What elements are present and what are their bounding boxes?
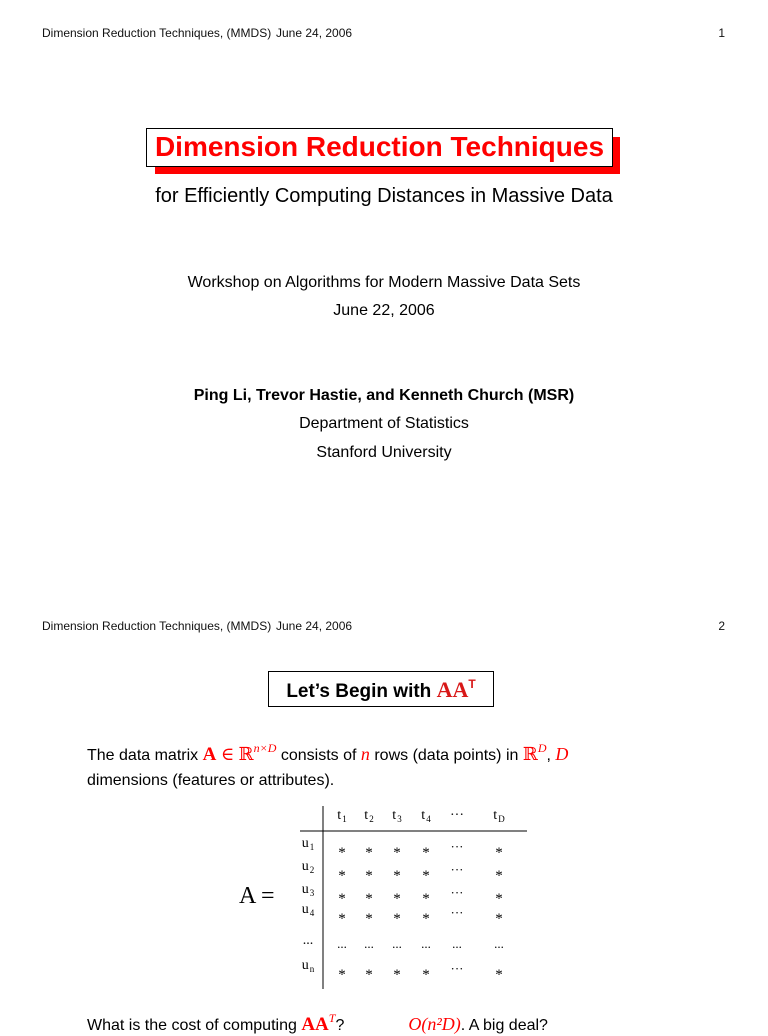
slide-title-sup: T [468,677,476,691]
matrix-cell: ··· [450,905,464,920]
matrix-col-header: $t_4$ [421,808,431,824]
math-n: n [360,744,370,764]
header-date: June 24, 2006 [276,26,353,40]
slide-title-math: AA [436,677,469,702]
matrix-row-label: $u_1$ [301,836,315,852]
university: Stanford University [316,444,452,461]
math-R: ℝ [238,744,254,765]
matrix-lhs: A = [239,883,275,909]
text: ? [335,1017,345,1034]
matrix-cell: * [422,891,430,907]
title-box [146,128,613,167]
data-matrix-diagram [230,791,550,991]
matrix-cell: ... [494,936,504,951]
workshop-name: Workshop on Algorithms for Modern Massive Data Sets [187,274,581,291]
data-matrix-sentence [87,741,568,766]
subtitle: for Efficiently Computing Distances in Massive Data [155,185,613,207]
math-sup: n×D [253,741,277,755]
matrix-row-label: $u_3$ [301,882,315,898]
matrix-cell: ... [421,936,431,951]
matrix-cell: * [422,911,430,927]
matrix-cell: ... [452,936,462,951]
matrix-cell: * [365,967,373,983]
matrix-cell: ··· [450,862,464,877]
text: rows (data points) in [369,747,523,764]
workshop-date: June 22, 2006 [333,302,435,319]
slide-2 [0,593,768,1035]
matrix-cell: * [495,967,503,983]
math-AAT: AA [301,1014,329,1035]
slide-title-box [268,671,494,707]
math-R: ℝ [522,744,538,765]
title-frame [146,128,613,167]
text: . A big deal? [460,1017,548,1034]
header-date: June 24, 2006 [276,619,353,633]
matrix-cell: * [495,868,503,884]
department: Department of Statistics [299,415,469,432]
matrix-cell: * [393,891,401,907]
dimensions-sentence: dimensions (features or attributes). [87,772,335,789]
matrix-col-header: $t_3$ [392,808,402,824]
slide-title [269,677,493,703]
matrix-row-label: $u_n$ [301,958,315,974]
matrix-cell: * [422,868,430,884]
header-title: Dimension Reduction Techniques, (MMDS) [42,619,272,633]
page-number: 1 [718,26,725,40]
page-number: 2 [718,619,725,633]
matrix-cell: ... [337,936,347,951]
matrix-cell: * [338,868,346,884]
matrix-cell: * [365,845,373,861]
text: consists of [276,747,361,764]
matrix-cell: * [365,868,373,884]
matrix-cell: * [338,891,346,907]
header-title: Dimension Reduction Techniques, (MMDS) [42,26,272,40]
math-sup: T [328,1011,336,1025]
authors: Ping Li, Trevor Hastie, and Kenneth Church (MSR) [193,387,575,404]
math-in: ∈ [216,744,239,764]
matrix-cell: * [393,911,401,927]
matrix-cell: * [495,911,503,927]
matrix-col-header: $t_D$ [493,808,505,824]
matrix-cell: * [495,845,503,861]
matrix-cell: * [422,845,430,861]
matrix-cell: * [495,891,503,907]
slide-title-text: Let’s Begin with [286,681,437,702]
matrix-col-header: $t_1$ [337,808,347,824]
math-A: A [202,744,217,765]
matrix-cell: ... [392,936,402,951]
math-D: D [555,744,569,764]
matrix-cell: ··· [450,885,464,900]
matrix-cell: ··· [450,839,464,854]
matrix-cell: * [338,911,346,927]
matrix-cell: ... [364,936,374,951]
matrix-cell: * [365,911,373,927]
matrix-cell: * [393,967,401,983]
text: , [546,747,556,764]
matrix-cell: ··· [450,961,464,976]
matrix-cell: * [338,967,346,983]
slide-title: Dimension Reduction Techniques [154,131,605,162]
matrix-row-label: $u_4$ [301,902,315,918]
matrix-cell: * [338,845,346,861]
text: What is the cost of computing [87,1017,302,1034]
math-sup: D [537,741,547,755]
matrix-row-label: $u_2$ [301,859,315,875]
matrix-col-header: ··· [450,808,464,823]
matrix-col-header: $t_2$ [364,808,374,824]
matrix-cell: * [422,967,430,983]
text: The data matrix [87,747,203,764]
matrix-row-label: ... [302,933,314,948]
matrix-cell: * [393,845,401,861]
math-cost: O(n²D) [408,1014,461,1034]
matrix-cell: * [365,891,373,907]
matrix-cell: * [393,868,401,884]
